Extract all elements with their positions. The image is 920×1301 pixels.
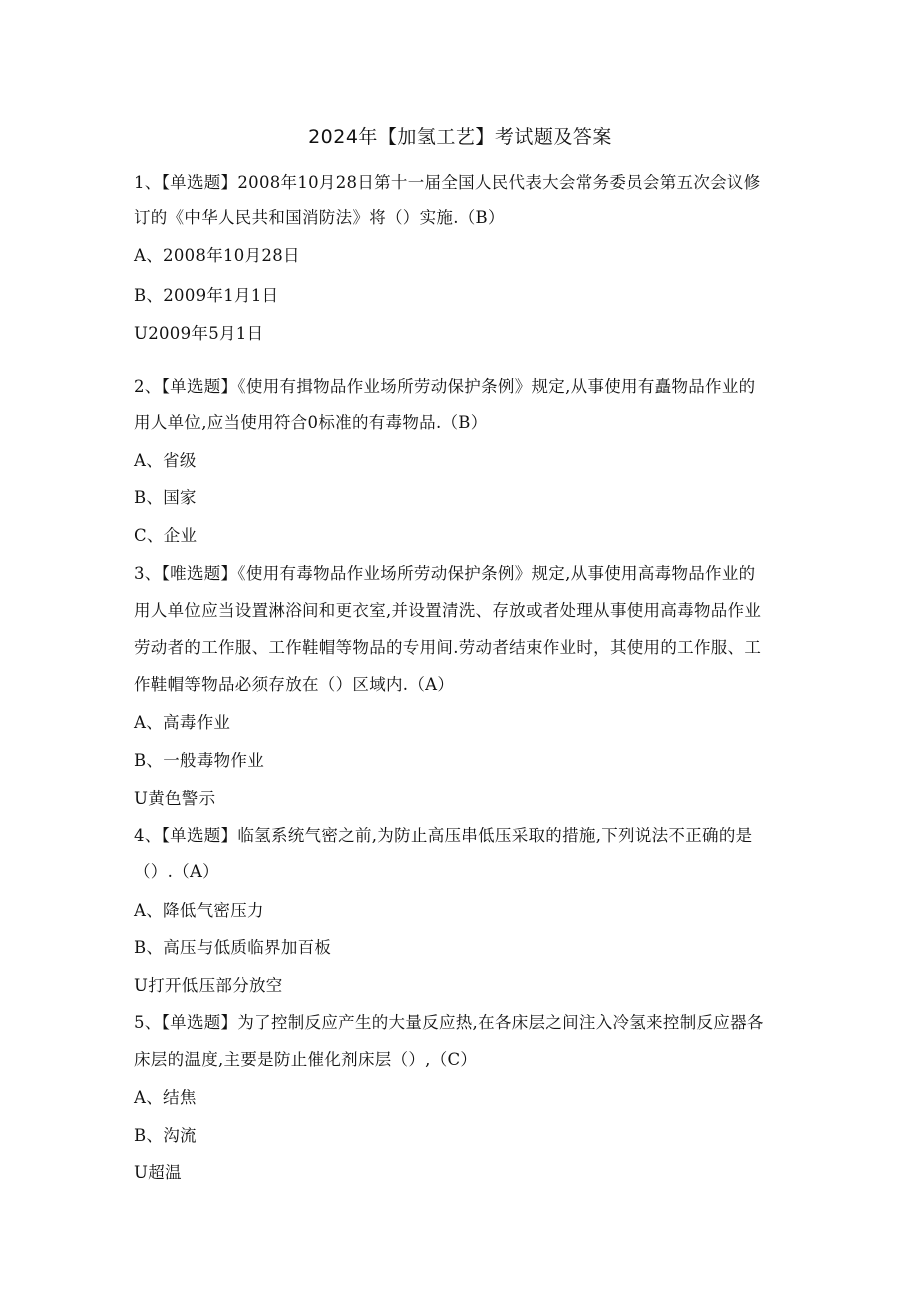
question-5-stem-line-2: 床层的温度,主要是防止催化剂床层（）,（C） — [134, 1050, 478, 1069]
question-4-option-b: B、高压与低质临界加百板 — [134, 938, 332, 957]
question-3-stem-line-2: 用人单位应当设置淋浴间和更衣室,并设置清洗、存放或者处理从事使用高毒物品作业 — [134, 601, 762, 620]
question-3-option-a: A、高毒作业 — [134, 713, 231, 732]
question-2-option-c: C、企业 — [134, 526, 198, 545]
question-4-stem-line-1: 4、【单选题】临氢系统气密之前,为防止高压串低压采取的措施,下列说法不正确的是 — [134, 826, 753, 845]
question-5-option-b: B、沟流 — [134, 1126, 197, 1145]
question-1-option-c: U2009年5月1日 — [134, 324, 264, 343]
question-1-option-b: B、2009年1月1日 — [134, 286, 279, 305]
question-3-option-c: U黄色警示 — [134, 789, 216, 808]
question-1-stem-line-2: 订的《中华人民共和国消防法》将（）实施.（B） — [134, 208, 505, 227]
question-2-stem-line-2: 用人单位,应当使用符合0标准的有毒物品.（B） — [134, 413, 488, 432]
question-3-stem-line-4: 作鞋帽等物品必须存放在（）区域内.（A） — [134, 675, 455, 694]
question-5-stem-line-1: 5、【单选题】为了控制反应产生的大量反应热,在各床层之间注入冷氢来控制反应器各 — [134, 1013, 764, 1032]
question-5-option-a: A、结焦 — [134, 1088, 197, 1107]
question-1-stem-line-1: 1、【单选题】2008年10月28日第十一届全国人民代表大会常务委员会第五次会议修 — [134, 173, 761, 192]
question-1-option-a: A、2008年10月28日 — [134, 246, 300, 265]
document-title: 2024年【加氢工艺】考试题及答案 — [308, 126, 612, 148]
question-4-option-c: U打开低压部分放空 — [134, 976, 283, 995]
question-2-stem-line-1: 2、【单选题】《使用有揖物品作业场所劳动保护条例》规定,从事使用有矗物品作业的 — [134, 377, 756, 396]
question-3-stem-line-3: 劳动者的工作服、工作鞋帽等物品的专用间.劳动者结束作业时，其使用的工作服、工 — [134, 638, 762, 657]
question-2-option-b: B、国家 — [134, 488, 197, 507]
question-3-option-b: B、一般毒物作业 — [134, 751, 265, 770]
question-4-stem-line-2: （）.（A） — [134, 862, 219, 881]
question-2-option-a: A、省级 — [134, 451, 197, 470]
question-5-option-c: U超温 — [134, 1163, 182, 1182]
question-3-stem-line-1: 3、【唯选题】《使用有毒物品作业场所劳动保护条例》规定,从事使用高毒物品作业的 — [134, 564, 756, 583]
question-4-option-a: A、降低气密压力 — [134, 901, 264, 920]
